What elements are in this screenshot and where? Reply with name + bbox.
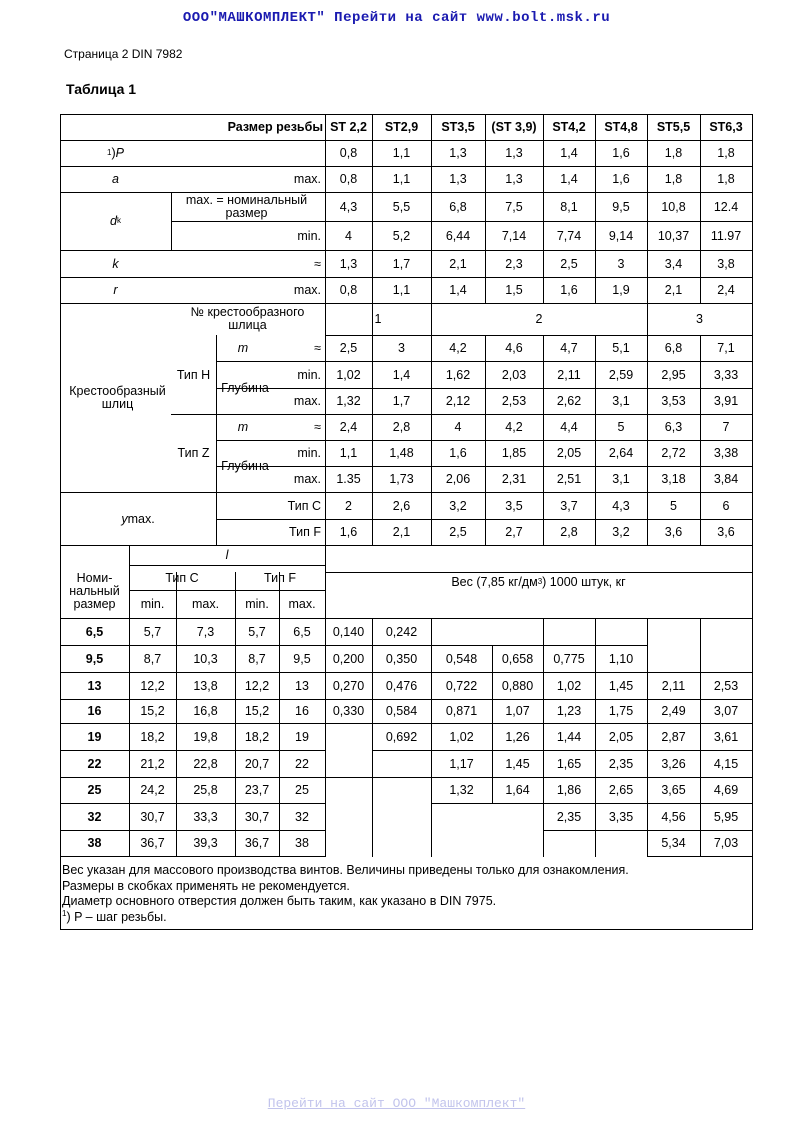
weight-value: 0,270 [332,678,365,693]
note-pitch: $^1$) P – шаг резьбы. [62,908,167,924]
recess-h-depth-min-value: 3,33 [713,367,739,382]
note-hole: Диаметр основного отверстия должен быть таким, как указано в DIN 7975. [62,894,497,908]
param-dk-min-value: 5,2 [392,228,411,243]
recess-type-z-label: Тип Z [177,446,210,460]
recess-h-m-value: 5,1 [612,341,630,355]
param-a-value: 1,6 [612,172,630,186]
recess-type-h-label: Тип H [176,367,211,382]
nominal-size-value: 25 [87,783,102,797]
weight-value: 4,69 [713,783,739,797]
param-k-qualifier: ≈ [314,256,321,271]
y-max-label: y max. [121,511,155,526]
length-c-min-value: 8,7 [143,651,162,666]
param-k-value: 3,8 [717,256,735,271]
weight-value: 1,65 [556,756,582,771]
recess-h-m-value: 4,2 [449,341,467,355]
length-c-max-value: 19,8 [193,729,218,744]
weight-value: 1,02 [556,678,582,693]
recess-h-depth-min-value: 2,59 [608,367,634,382]
length-c-max-value: 13,8 [193,678,218,693]
weight-value: 3,65 [661,783,686,797]
recess-number: 1 [374,312,382,326]
recess-z-depth-min-value: 1,48 [389,446,414,460]
weight-value: 2,35 [556,809,582,824]
nominal-size-value: 9,5 [85,651,104,666]
page-reference: Страница 2 DIN 7982 [64,47,183,61]
recess-h-m-value: 6,8 [664,341,683,355]
y-type-f-value: 2,1 [392,525,411,539]
length-f-max-value: 38 [295,836,309,850]
recess-h-depth-min-value: 1,62 [445,367,471,382]
weight-value: 4,56 [661,809,686,824]
recess-m-label: m [237,420,249,434]
recess-h-depth-min-value: 2,95 [661,367,686,382]
weight-value: 1,02 [449,729,474,744]
recess-depth-label: Глубина [221,459,269,473]
recess-z-m-value: 4 [454,420,462,434]
length-c-max-value: 25,8 [193,783,218,797]
param-k-value: 3,4 [664,256,683,271]
length-c-min-value: 18,2 [140,729,165,744]
recess-z-depth-max-value: 1,73 [389,472,414,486]
y-type-f-value: 3,6 [717,525,735,539]
param-r-value: 0,8 [339,283,358,297]
company-site-link[interactable]: ООО"МАШКОМПЛЕКТ" Перейти на сайт www.bolt.msk.ru [182,10,611,26]
weight-value: 1,45 [608,678,634,693]
param-dk-max-label: max. = номинальный размер [185,192,308,220]
recess-number: 2 [535,312,543,326]
grid-line [752,723,753,751]
param-dk-min-label: min. [297,228,321,243]
length-f-max-value: 19 [295,729,309,744]
param-p-value: 1,3 [505,146,523,160]
length-f-min-value: 5,7 [248,624,266,639]
grid-line [647,856,701,857]
length-c-max-value: 22,8 [193,756,218,771]
param-dk-min-value: 9,14 [608,228,634,243]
weight-value: 2,87 [661,729,686,744]
y-type-c-value: 3,5 [505,498,523,513]
recess-z-depth-min-value: 2,72 [661,446,686,460]
param-k-value: 1,7 [392,256,411,271]
thread-size-header: ST5,5 [656,120,691,134]
nominal-size-value: 22 [87,756,102,771]
param-dk-max-value: 6,8 [449,199,467,214]
y-type-c-value: 3,7 [560,498,578,513]
param-p-value: 0,8 [339,146,358,160]
y-type-c-value: 6 [722,498,730,513]
length-f-max-value: 6,5 [293,624,311,639]
param-k-value: 1,3 [339,256,358,271]
grid-line [752,777,753,804]
weight-value: 3,07 [713,704,739,718]
param-a-value: 1,8 [717,172,735,186]
weight-label: Вес (7,85 кг/дм 3 ) 1000 штук, кг [451,574,626,589]
recess-h-depth-max-value: 2,12 [445,394,471,408]
weight-value: 0,200 [332,651,365,666]
length-f-min-value: 23,7 [244,783,270,797]
param-a-value: 1,8 [664,172,683,186]
param-dk-max-value: 4,3 [339,199,358,214]
recess-h-m-value: 4,6 [505,341,523,355]
length-max-label: max. [288,597,316,611]
recess-z-depth-max-value: 2,31 [501,472,527,486]
thread-size-header: (ST 3,9) [491,120,537,134]
weight-value: 7,03 [713,836,739,850]
param-r-label: r [113,283,118,297]
param-a-value: 0,8 [339,172,358,186]
weight-value: 1,45 [505,756,530,771]
header-thread-size-label: Размер резьбы [227,120,323,134]
length-c-min-value: 15,2 [140,704,165,718]
weight-value: 1,07 [505,704,530,718]
y-type-c-value: 2,6 [392,498,411,513]
grid-line [60,856,326,857]
param-a-value: 1,3 [505,172,523,186]
param-r-value: 1,4 [449,283,467,297]
recess-max-label: max. [293,394,321,408]
recess-approx: ≈ [314,420,321,434]
weight-value: 1,23 [556,704,582,718]
weight-value: 1,17 [449,756,474,771]
param-dk-min-value: 4 [345,228,352,243]
length-f-max-value: 32 [295,809,309,824]
param-dk-min-value: 7,74 [556,228,582,243]
recess-z-m-value: 2,8 [392,420,411,434]
recess-title: Крестообразный шлиц [69,383,166,411]
recess-h-m-value: 3 [398,341,405,355]
param-p-value: 1,8 [717,146,735,160]
recess-z-m-value: 6,3 [664,420,683,434]
param-r-value: 1,9 [612,283,630,297]
grid-line [325,777,432,778]
length-type-c-label: Тип C [165,570,199,585]
weight-value: 2,11 [661,678,686,693]
recess-h-depth-min-value: 1,02 [336,367,361,382]
grid-line [752,750,753,778]
weight-value: 2,49 [661,704,686,718]
weight-value: 0,722 [445,678,478,693]
weight-value: 3,35 [608,809,634,824]
thread-size-header: ST 2,2 [330,120,367,134]
weight-value: 0,350 [385,651,418,666]
length-c-max-value: 7,3 [196,624,215,639]
length-c-max-value: 39,3 [193,836,218,850]
thread-size-header: ST2,9 [384,120,419,134]
nominal-size-value: 13 [87,678,102,693]
recess-h-depth-max-value: 2,62 [556,394,582,408]
recess-approx: ≈ [314,341,321,355]
recess-h-depth-max-value: 1,7 [392,394,411,408]
weight-value: 0,692 [385,729,418,744]
weight-value: 1,44 [556,729,582,744]
length-c-min-value: 36,7 [140,836,165,850]
weight-value: 2,35 [608,756,634,771]
thread-size-header: ST4,2 [552,120,586,134]
param-dk-min-value: 6,44 [445,228,471,243]
grid-line [752,672,753,700]
recess-h-m-value: 2,5 [339,341,358,355]
weight-value: 1,75 [608,704,634,718]
recess-m-label: m [237,341,249,355]
nominal-size-value: 38 [87,836,102,850]
recess-z-depth-max-value: 3,84 [713,472,739,486]
param-p-value: 1,4 [560,146,578,160]
param-dk-label: d k [110,214,121,228]
param-dk-min-value: 11.97 [710,228,742,243]
recess-z-depth-max-value: 3,1 [612,472,630,486]
param-r-value: 1,1 [392,283,411,297]
y-type-f-label: Тип F [289,525,321,539]
grid-line [752,803,753,831]
weight-value: 0,330 [332,704,365,718]
recess-h-depth-min-value: 2,03 [501,367,527,382]
length-f-min-value: 30,7 [244,809,270,824]
weight-value: 0,548 [445,651,478,666]
param-dk-max-value: 5,5 [392,199,411,214]
recess-z-m-value: 5 [617,420,625,434]
recess-z-depth-max-value: 2,51 [556,472,582,486]
length-min-label: min. [140,597,165,611]
weight-value: 0,584 [385,704,418,718]
length-c-min-value: 21,2 [140,756,165,771]
length-f-max-value: 22 [295,756,309,771]
weight-value: 2,05 [608,729,634,744]
recess-h-depth-max-value: 2,53 [501,394,527,408]
recess-number: 3 [696,312,703,326]
weight-value: 0,871 [445,704,478,718]
nominal-size-value: 32 [87,809,102,824]
y-type-c-value: 4,3 [612,498,630,513]
y-type-c-value: 3,2 [449,498,467,513]
weight-value: 4,15 [713,756,739,771]
length-f-min-value: 18,2 [244,729,270,744]
param-dk-max-value: 8,1 [560,199,578,214]
recess-z-m-value: 7 [722,420,730,434]
length-f-min-value: 15,2 [244,704,270,718]
recess-z-depth-min-value: 2,05 [556,446,582,460]
param-a-value: 1,1 [392,172,411,186]
grid-line [431,803,544,804]
length-c-min-value: 12,2 [140,678,165,693]
recess-min-label: min. [297,446,321,460]
param-a-value: 1,3 [449,172,467,186]
length-f-min-value: 20,7 [244,756,270,771]
y-type-f-value: 2,8 [560,525,578,539]
param-r-qualifier: max. [293,283,321,297]
recess-h-m-value: 4,7 [560,341,578,355]
recess-h-depth-max-value: 1,32 [336,394,361,408]
note-brackets: Размеры в скобках применять не рекомендуется. [62,878,350,893]
param-dk-min-value: 7,14 [501,228,527,243]
recess-h-depth-min-value: 2,11 [557,367,581,382]
length-c-max-value: 16,8 [193,704,218,718]
recess-z-depth-min-value: 1,6 [449,446,467,460]
param-a-qualifier: max. [293,172,321,186]
weight-value: 1,32 [449,783,474,797]
recess-z-depth-min-value: 3,38 [713,446,739,460]
param-dk-max-value: 9,5 [612,199,630,214]
y-type-c-label: Тип C [287,498,321,513]
nominal-size-value: 16 [87,704,102,718]
recess-depth-label: Глубина [221,380,269,395]
param-p-value: 1,8 [664,146,683,160]
param-p-label: 1 ) P [107,146,124,160]
length-c-min-value: 5,7 [143,624,162,639]
y-type-f-value: 1,6 [339,525,358,539]
y-type-f-value: 2,5 [449,525,467,539]
recess-z-m-value: 4,2 [505,420,523,434]
recess-h-depth-max-value: 3,53 [661,394,686,408]
length-f-max-value: 9,5 [293,651,311,666]
param-r-value: 1,6 [560,283,578,297]
param-dk-min-value: 10,37 [657,228,690,243]
thread-size-header: ST6,3 [709,120,743,134]
grid-line [752,830,753,857]
param-p-value: 1,6 [612,146,630,160]
param-r-value: 1,5 [505,283,523,297]
recess-number-label: № крестообразного шлица [190,305,305,332]
weight-value: 1,10 [608,651,634,666]
weight-value: 1,26 [505,729,530,744]
nominal-size-label: Номи-нальный размер [69,571,120,611]
param-k-value: 2,5 [560,256,578,271]
param-a-label: a [112,172,119,186]
weight-value: 2,65 [608,783,634,797]
param-dk-max-value: 12.4 [713,199,739,214]
y-type-c-value: 2 [345,498,352,513]
recess-z-depth-min-value: 1,85 [501,446,527,460]
recess-h-depth-max-value: 3,91 [713,394,739,408]
param-p-value: 1,3 [449,146,467,160]
length-c-max-value: 33,3 [193,809,218,824]
thread-size-header: ST4,8 [604,120,638,134]
param-dk-max-value: 7,5 [505,199,523,214]
length-f-min-value: 8,7 [248,651,266,666]
length-type-f-label: Тип F [264,570,296,585]
param-k-value: 2,3 [505,256,523,271]
y-type-f-value: 3,6 [664,525,683,539]
weight-value: 0,880 [501,678,534,693]
grid-line [700,856,753,857]
weight-value: 0,775 [553,651,585,666]
note-weight: Вес указан для массового производства винтов. Величины приведены только для ознакомления. [62,863,629,877]
recess-z-m-value: 4,4 [560,420,578,434]
grid-line [752,699,753,724]
weight-value: 0,140 [332,624,365,639]
length-c-min-value: 30,7 [140,809,165,824]
length-symbol: l [225,548,229,562]
y-type-f-value: 3,2 [612,525,630,539]
weight-value: 1,86 [556,783,582,797]
recess-h-depth-min-value: 1,4 [392,367,411,382]
recess-z-depth-max-value: 1.35 [336,472,361,486]
weight-value: 5,95 [713,809,739,824]
recess-h-m-value: 7,1 [717,341,735,355]
weight-value: 0,476 [385,678,418,693]
param-a-value: 1,4 [560,172,578,186]
length-max-label: max. [191,597,220,611]
length-f-min-value: 12,2 [244,678,270,693]
recess-z-depth-max-value: 2,06 [445,472,471,486]
length-f-max-value: 13 [295,678,309,693]
length-c-min-value: 24,2 [140,783,165,797]
weight-value: 0,242 [385,624,418,639]
length-f-max-value: 25 [295,783,309,797]
footer-site-link[interactable]: Перейти на сайт ООО "Машкомплект" [267,1096,526,1111]
recess-max-label: max. [293,472,321,486]
table-title: Таблица 1 [66,81,137,97]
weight-value: 5,34 [661,836,686,850]
weight-value: 3,61 [713,729,739,744]
param-dk-max-value: 10,8 [661,199,686,214]
weight-value: 0,658 [501,651,534,666]
length-min-label: min. [245,597,269,611]
recess-z-depth-max-value: 3,18 [661,472,686,486]
nominal-size-value: 19 [87,729,102,744]
thread-size-header: ST3,5 [441,120,475,134]
param-r-value: 2,4 [717,283,735,297]
recess-z-depth-min-value: 1,1 [339,446,358,460]
weight-value: 2,53 [713,678,739,693]
y-type-f-value: 2,7 [505,525,523,539]
length-f-max-value: 16 [295,704,309,718]
weight-value: 3,26 [661,756,686,771]
param-k-value: 2,1 [449,256,467,271]
y-type-c-value: 5 [670,498,677,513]
recess-min-label: min. [297,367,321,382]
param-k-label: k [112,256,119,271]
nominal-size-value: 6,5 [85,624,104,639]
recess-z-m-value: 2,4 [339,420,358,434]
param-k-value: 3 [617,256,625,271]
param-r-value: 2,1 [664,283,683,297]
table-notes [62,863,752,925]
recess-z-depth-min-value: 2,64 [608,446,634,460]
grid-line [543,830,648,831]
length-c-max-value: 10,3 [193,651,218,666]
recess-h-depth-max-value: 3,1 [612,394,630,408]
grid-line [372,750,432,751]
weight-value: 1,64 [505,783,530,797]
length-f-min-value: 36,7 [244,836,270,850]
param-p-value: 1,1 [392,146,411,160]
